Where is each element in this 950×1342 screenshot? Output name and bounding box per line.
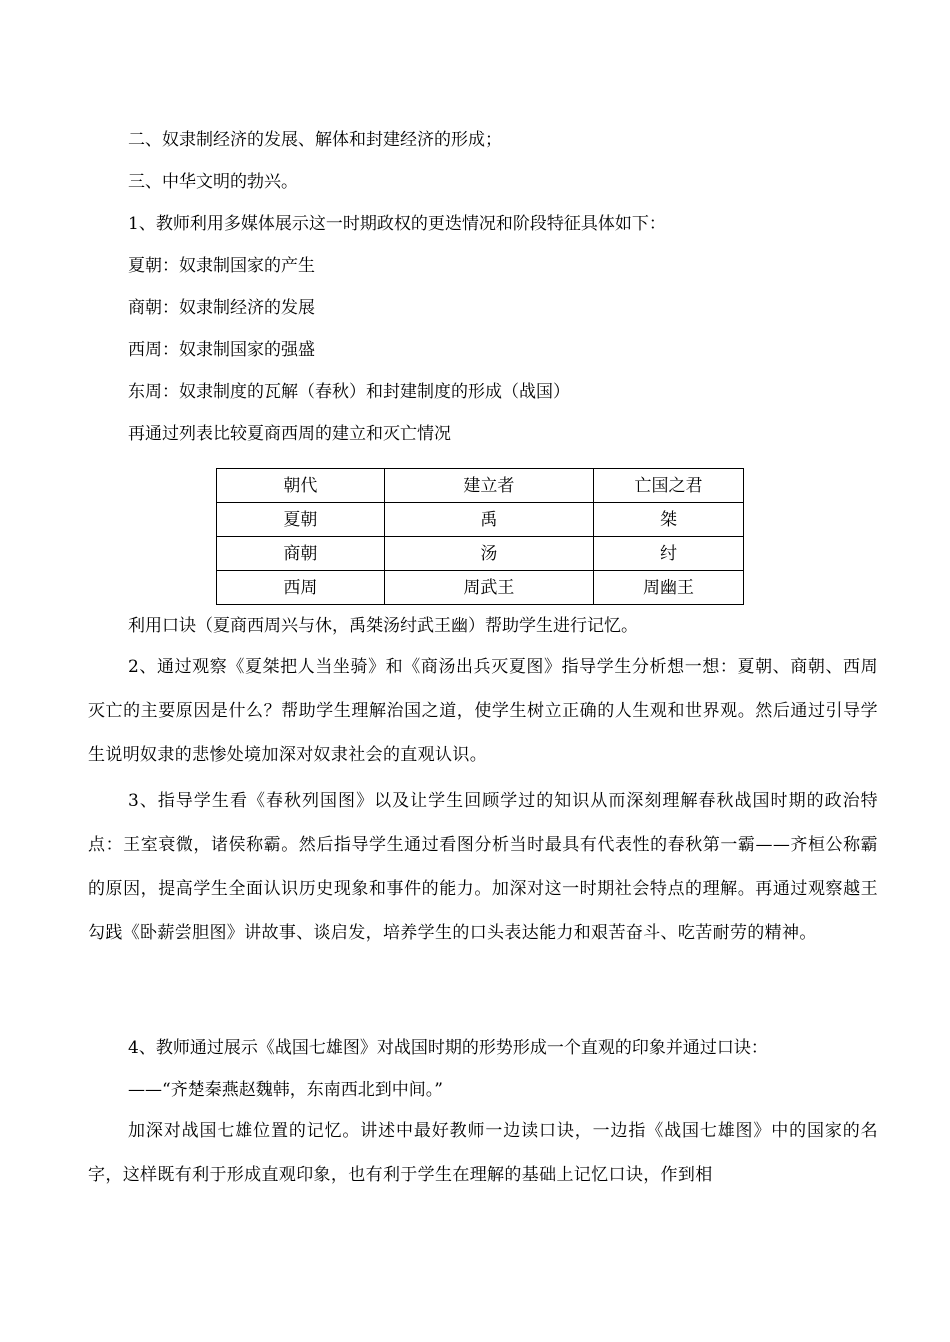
- table-header-row: [217, 469, 744, 503]
- text-line: 东周：奴隶制度的瓦解（春秋）和封建制度的形成（战国）: [128, 382, 570, 402]
- table-cell: 西周: [217, 571, 385, 605]
- quote-line: ——“齐楚秦燕赵魏韩，东南西北到中间。”: [128, 1080, 443, 1100]
- table-cell: 汤: [384, 537, 593, 571]
- table-row: [217, 571, 744, 605]
- table-row: [217, 503, 744, 537]
- text-line: 三、中华文明的勃兴。: [128, 172, 298, 192]
- table-cell: 夏朝: [217, 503, 385, 537]
- table-cell: 周幽王: [594, 571, 744, 605]
- table-cell: 纣: [594, 537, 744, 571]
- table-cell: 周武王: [384, 571, 593, 605]
- text-line: 西周：奴隶制国家的强盛: [128, 340, 315, 360]
- paragraph-3: 3、指导学生看《春秋列国图》以及让学生回顾学过的知识从而深刻理解春秋战国时期的政治特点：王室衰微，诸侯称霸。然后指导学生通过看图分析当时最具有代表性的春秋第一霸——齐桓公称霸的原因，提高学生全面认识历史现象和事件的能力。加深对这一时期社会特点的理解。再通过观察越王勾践《卧薪尝胆图》讲故事、谈启发，培养学生的口头表达能力和艰苦奋斗、吃苦耐劳的精神。: [88, 791, 878, 943]
- text-line: 二、奴隶制经济的发展、解体和封建经济的形成；: [128, 130, 502, 150]
- table-cell: 商朝: [217, 537, 385, 571]
- table-row: [217, 537, 744, 571]
- paragraph-4: 4、教师通过展示《战国七雄图》对战国时期的形势形成一个直观的印象并通过口诀：: [128, 1038, 768, 1058]
- text-line: 夏朝：奴隶制国家的产生: [128, 256, 315, 276]
- text-line: 利用口诀（夏商西周兴与休，禹桀汤纣武王幽）帮助学生进行记忆。: [128, 616, 638, 636]
- text-line: 商朝：奴隶制经济的发展: [128, 298, 315, 318]
- dynasty-table: [216, 468, 744, 605]
- table-cell: 禹: [384, 503, 593, 537]
- paragraph-2: 2、通过观察《夏桀把人当坐骑》和《商汤出兵灭夏图》指导学生分析想一想：夏朝、商朝、西周灭亡的主要原因是什么？帮助学生理解治国之道，使学生树立正确的人生观和世界观。然后通过引导学生说明奴隶的悲惨处境加深对奴隶社会的直观认识。: [88, 657, 878, 765]
- table-header-cell: 亡国之君: [594, 469, 744, 503]
- text-line: 1、教师利用多媒体展示这一时期政权的更迭情况和阶段特征具体如下：: [128, 214, 666, 234]
- text-line: 再通过列表比较夏商西周的建立和灭亡情况: [128, 424, 451, 444]
- paragraph-5: 加深对战国七雄位置的记忆。讲述中最好教师一边读口诀，一边指《战国七雄图》中的国家的名字，这样既有利于形成直观印象，也有利于学生在理解的基础上记忆口诀，作到相: [88, 1121, 878, 1185]
- table-cell: 桀: [594, 503, 744, 537]
- table-header-cell: 建立者: [384, 469, 593, 503]
- table-header-cell: 朝代: [217, 469, 385, 503]
